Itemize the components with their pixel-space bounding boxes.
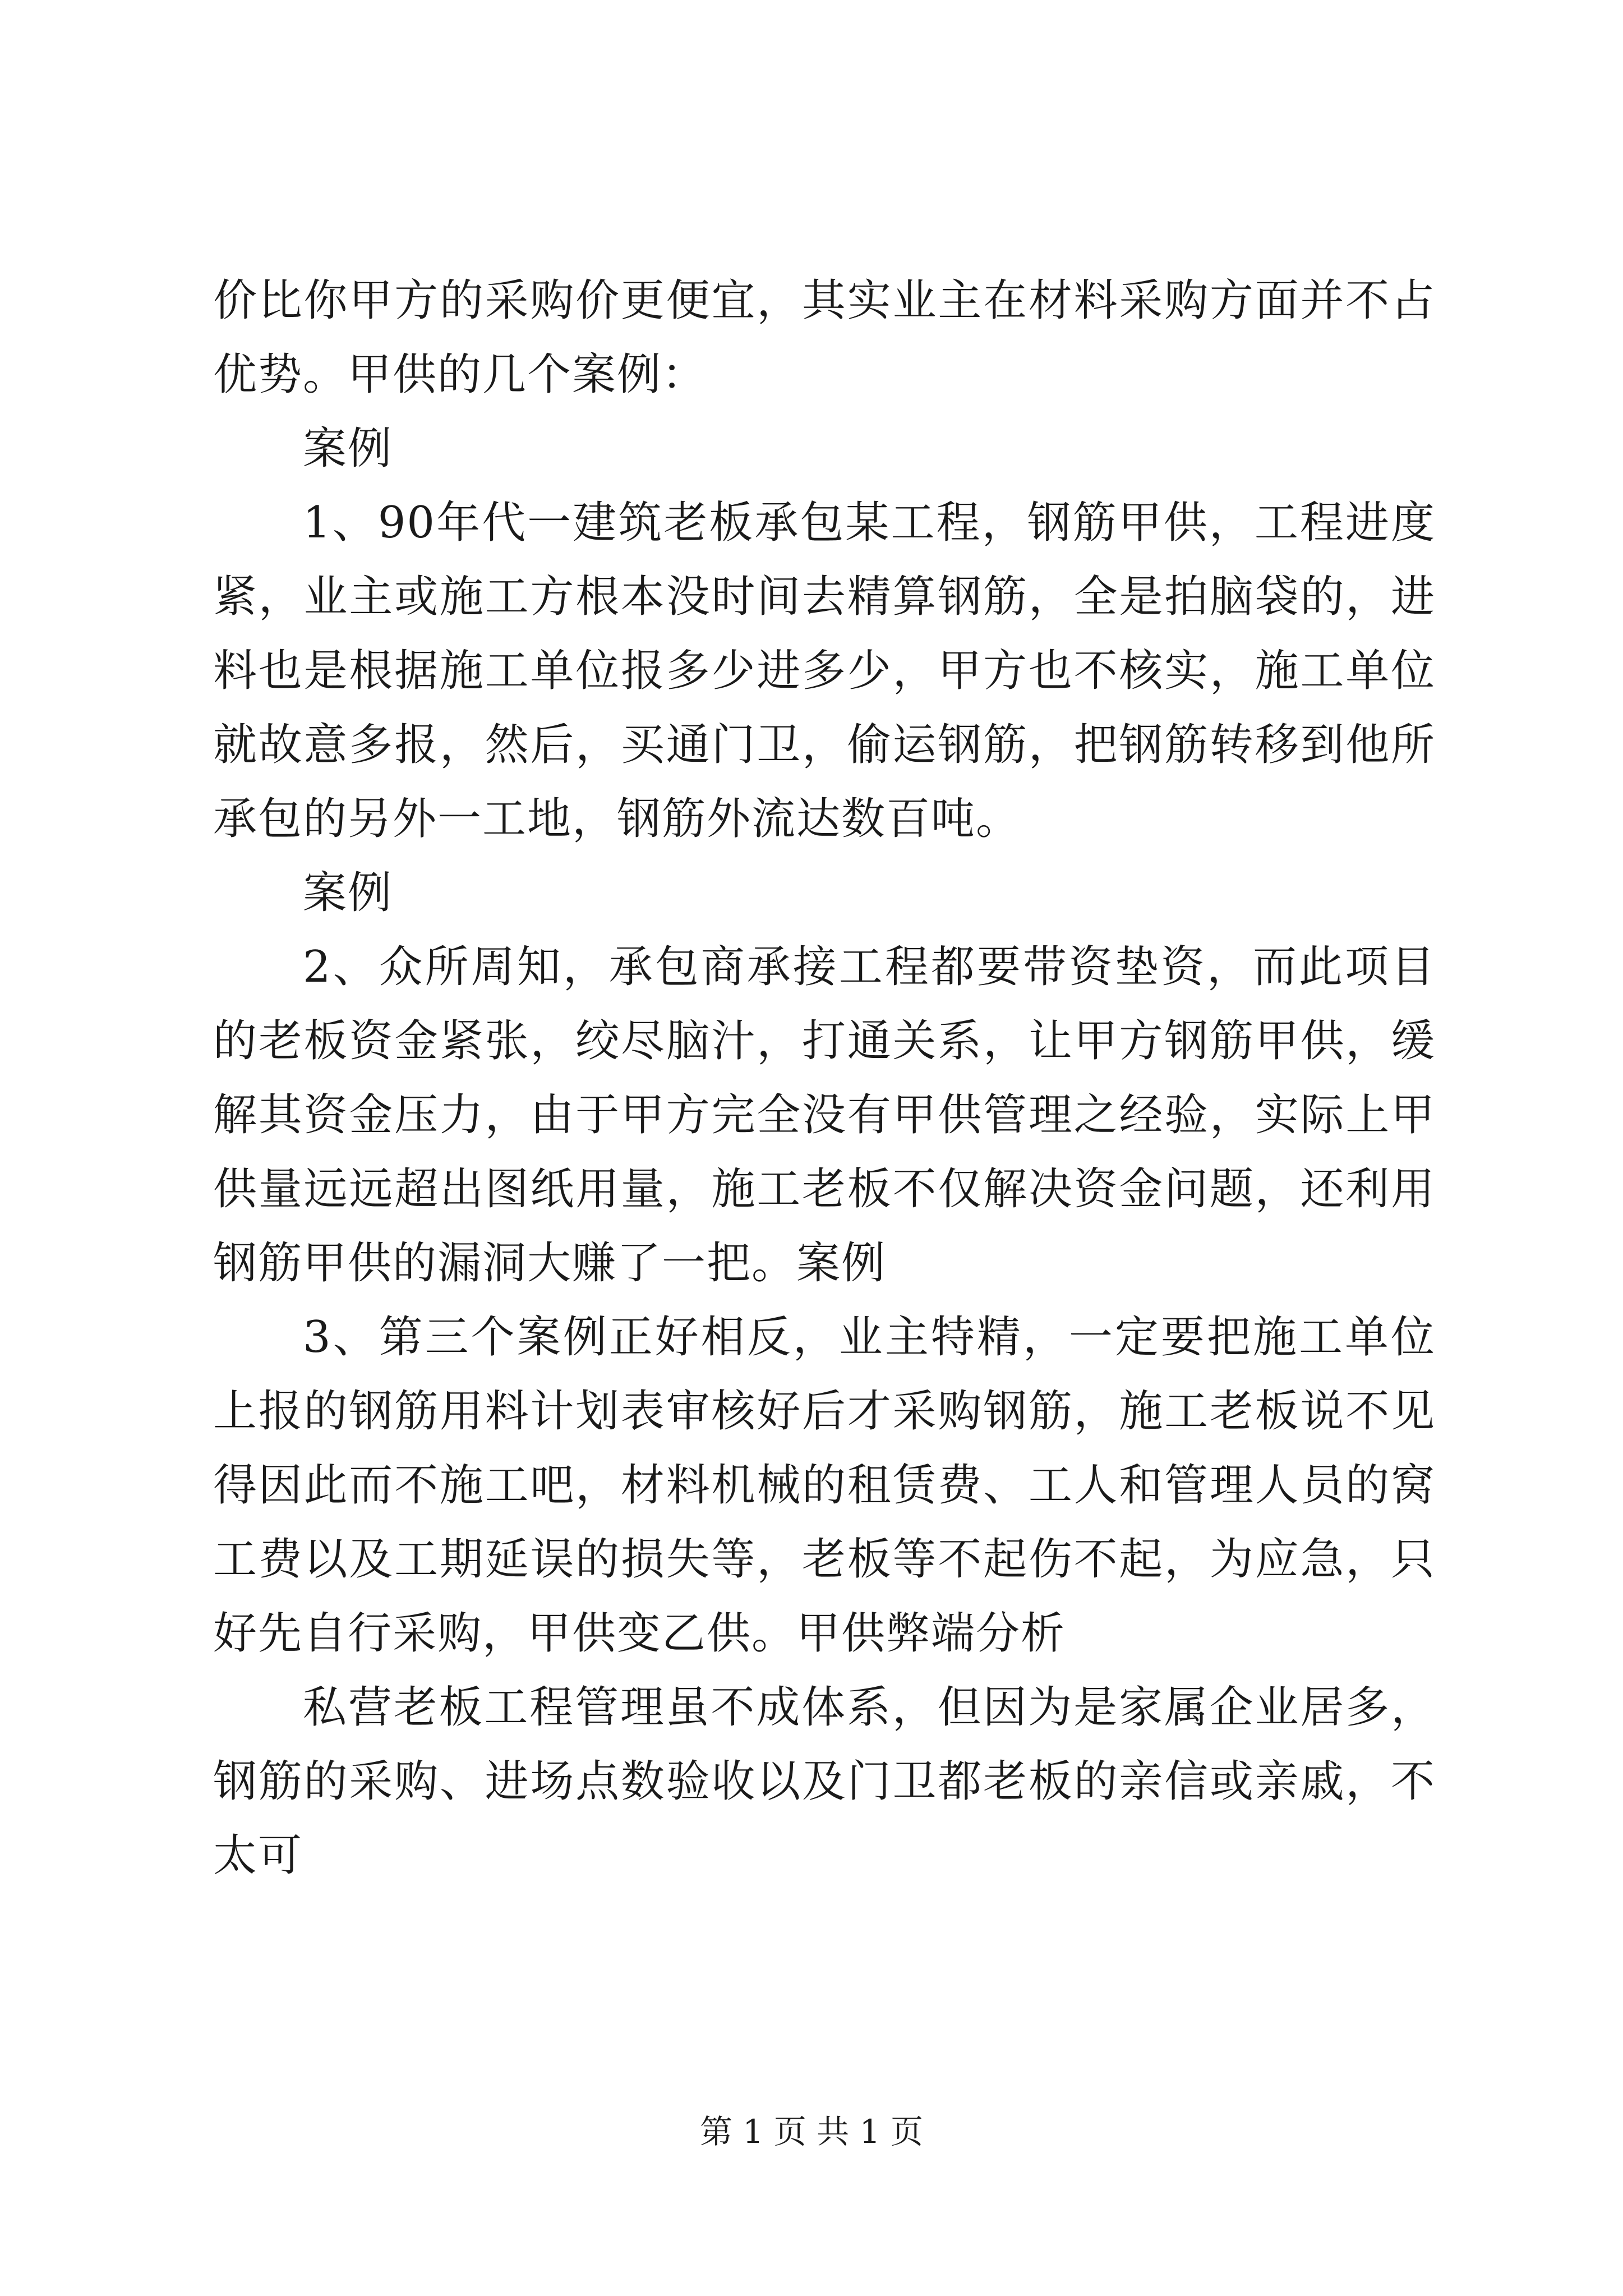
paragraph-7-analysis: 私营老板工程管理虽不成体系，但因为是家属企业居多，钢筋的采购、进场点数验收以及门卫都老板的亲信或亲戚，不太可 (213, 1682, 1436, 1881)
page-footer (0, 2112, 1623, 2151)
paragraph-6-case-3: 3、第三个案例正好相反，业主特精，一定要把施工单位上报的钢筋用料计划表审核好后才采购钢筋，施工老板说不见得因此而不施工吧，材料机械的租赁费、工人和管理人员的窝工费以及工期延误的损失等，老板等不起伤不起，为应急，只好先自行采购，甲供变乙供。甲供弊端分析 (213, 1312, 1436, 1659)
paragraph-2-case-heading: 案例 (303, 424, 393, 474)
page-number-label: 第 1 页 共 1 页 (700, 2113, 923, 2151)
paragraph-1: 价比你甲方的采购价更便宜，其实业主在材料采购方面并不占优势。甲供的几个案例： (213, 275, 1436, 400)
paragraph-3-case-1: 1、90年代一建筑老板承包某工程，钢筋甲供，工程进度紧，业主或施工方根本没时间去精算钢筋，全是拍脑袋的，进料也是根据施工单位报多少进多少，甲方也不核实，施工单位就故意多报，然后，买通门卫，偷运钢筋，把钢筋转移到他所承包的另外一工地，钢筋外流达数百吨。 (213, 498, 1436, 844)
paragraph-5-case-2: 2、众所周知，承包商承接工程都要带资垫资，而此项目的老板资金紧张，绞尽脑汁，打通关系，让甲方钢筋甲供，缓解其资金压力，由于甲方完全没有甲供管理之经验，实际上甲供量远远超出图纸用量，施工老板不仅解决资金问题，还利用钢筋甲供的漏洞大赚了一把。案例 (213, 942, 1436, 1289)
paragraph-4-case-heading: 案例 (303, 868, 393, 918)
document-body (213, 264, 1436, 1893)
